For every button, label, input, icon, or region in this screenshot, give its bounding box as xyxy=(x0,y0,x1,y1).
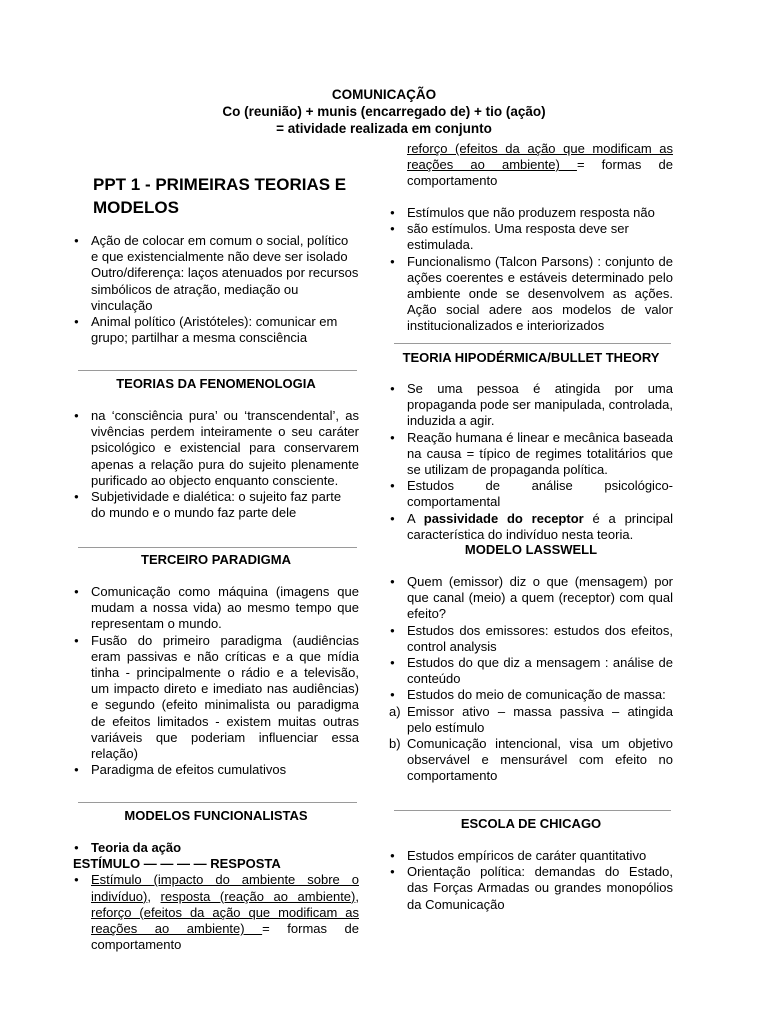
list-item: ● Se uma pessoa é atingida por uma propaganda pode ser manipulada, controlada, induzida a agir. xyxy=(389,381,673,430)
reforco-text: reforço (efeitos da ação que modificam as reações ao ambiente) xyxy=(91,904,359,937)
list-item xyxy=(389,511,673,543)
page-title: COMUNICAÇÃO xyxy=(331,87,437,102)
funcionalistas-right-list xyxy=(389,205,673,335)
terceiro-section xyxy=(73,552,359,778)
terceiro-list xyxy=(73,584,359,778)
hipodermica-list xyxy=(389,381,673,543)
separator: , xyxy=(355,888,359,904)
fenomenologia-list xyxy=(73,408,359,521)
section-divider xyxy=(78,547,357,548)
passividade-bold: passividade do receptor xyxy=(423,510,584,526)
list-item xyxy=(73,872,359,953)
section-divider xyxy=(78,370,357,371)
list-item: ● Funcionalismo (Talcon Parsons) : conjunto de ações coerentes e estáveis determinado pelo ambiente onde se desenvolvem as ações. Ação social adere aos modelos de valor institucionalizados e interiorizados xyxy=(389,254,673,335)
section-divider xyxy=(394,810,671,811)
lasswell-title: MODELO LASSWELL xyxy=(464,542,598,557)
list-item: ● Fusão do primeiro paradigma (audiências eram passivas e não críticas e a que mídia tinha - principalmente o rádio e a televisão, um impacto direto e imediato nas audiências) e segundo (efeito minimalista ou paradigma de efeitos limitados - existem muitas outras variáveis que poderiam influenciar essa relação) xyxy=(73,633,359,763)
passividade-suffix: é a principal característica do indivíduo nesta teoria. xyxy=(407,510,673,542)
list-item: ● Orientação política: demandas do Estado, das Forças Armadas ou grandes monopólios da Comunicação xyxy=(389,864,673,913)
chicago-section xyxy=(389,816,673,913)
lettered-text: Emissor ativo – massa passiva – atingida pelo estímulo xyxy=(407,703,673,735)
list-item: ● Reação humana é linear e mecânica baseada na causa = típico de regimes totalitários que se utilizam de propaganda política. xyxy=(389,430,673,479)
terceiro-title: TERCEIRO PARADIGMA xyxy=(141,552,291,567)
lettered-item-b xyxy=(389,736,673,785)
lettered-text: Comunicação intencional, visa um objetivo observável e mensurável com efeito no comportamento xyxy=(407,736,673,784)
list-item: ● Paradigma de efeitos cumulativos xyxy=(73,762,359,778)
separator: , xyxy=(147,888,161,904)
teoria-da-acao: ● Teoria da ação xyxy=(73,840,359,856)
reforco-rest-continued: = formas de comportamento xyxy=(407,157,673,189)
list-item: ● Quem (emissor) diz o que (mensagem) por que canal (meio) a quem (receptor) com qual efeito? xyxy=(389,574,673,623)
lasswell-section xyxy=(389,542,673,785)
section-divider xyxy=(394,343,671,344)
etymology-line: Co (reunião) + munis (encarregado de) + tio (ação) xyxy=(222,104,546,119)
list-item: ● Estímulos que não produzem resposta não xyxy=(389,205,673,221)
list-item: ● na ‘consciência pura’ ou ‘transcendental’, as vivências perdem inteiramente o seu caráter psicológico e existencial para conservarem apenas a relação pura do sujeito plenamente purificado ao objecto enquanto consciente. xyxy=(73,408,359,489)
hipodermica-section xyxy=(389,350,673,543)
page-header xyxy=(0,86,768,137)
ppt-list xyxy=(73,233,359,346)
chicago-title: ESCOLA DE CHICAGO xyxy=(460,816,602,831)
funcionalistas-title: MODELOS FUNCIONALISTAS xyxy=(124,808,308,823)
list-item: ● Comunicação como máquina (imagens que mudam a nossa vida) ao mesmo tempo que representam o mundo. xyxy=(73,584,359,633)
meaning-line: = atividade realizada em conjunto xyxy=(276,121,492,136)
list-marker: a) xyxy=(389,703,401,719)
funcionalistas-list xyxy=(73,840,359,856)
resposta-text: resposta (reação ao ambiente) xyxy=(160,888,356,904)
ppt-section xyxy=(73,173,359,346)
list-marker: b) xyxy=(389,736,401,752)
fenomenologia-title: TEORIAS DA FENOMENOLOGIA xyxy=(116,376,316,391)
section-divider xyxy=(78,802,357,803)
reforco-rest: = formas de comportamento xyxy=(91,921,359,953)
list-item: ● Animal político (Aristóteles): comunicar em grupo; partilhar a mesma consciência xyxy=(73,314,359,346)
list-item: ● Estudos dos emissores: estudos dos efeitos, control analysis xyxy=(389,623,673,655)
reforco-text-continued: reforço (efeitos da ação que modificam as reações ao ambiente) xyxy=(407,141,673,173)
passividade-prefix: A xyxy=(407,510,424,526)
chicago-list xyxy=(389,848,673,913)
funcionalistas-list-2 xyxy=(73,872,359,953)
list-item: ● Estudos do meio de comunicação de massa: xyxy=(389,687,673,703)
ppt-title: PPT 1 - PRIMEIRAS TEORIAS E MODELOS xyxy=(93,175,347,217)
list-item: ● Estudos empíricos de caráter quantitativo xyxy=(389,848,673,864)
list-item: ● Subjetividade e dialética: o sujeito faz parte do mundo e o mundo faz parte dele xyxy=(73,489,359,521)
fenomenologia-section xyxy=(73,376,359,521)
list-item: ● Ação de colocar em comum o social, político e que existencialmente não deve ser isolado Outro/diferença: laços atenuados por recursos simbólicos de atração, mediação ou vinculação xyxy=(73,233,359,314)
continued-paragraph xyxy=(389,141,673,190)
list-item: ● Estudos do que diz a mensagem : análise de conteúdo xyxy=(389,655,673,687)
hipodermica-title: TEORIA HIPODÉRMICA/BULLET THEORY xyxy=(402,350,660,365)
funcionalistas-right xyxy=(389,205,673,335)
funcionalistas-continued xyxy=(389,141,673,205)
list-item: ● são estímulos. Uma resposta deve ser estimulada. xyxy=(389,221,673,253)
list-item: ● Estudos de análise psicológico-comportamental xyxy=(389,478,673,510)
funcionalistas-section xyxy=(73,808,359,953)
lettered-item-a xyxy=(389,704,673,736)
estimulo-text: Estímulo (impacto do ambiente sobre o indivíduo) xyxy=(91,872,359,904)
stimulus-response-flow: ESTÍMULO — — — — RESPOSTA xyxy=(73,856,281,872)
lasswell-list xyxy=(389,574,673,704)
